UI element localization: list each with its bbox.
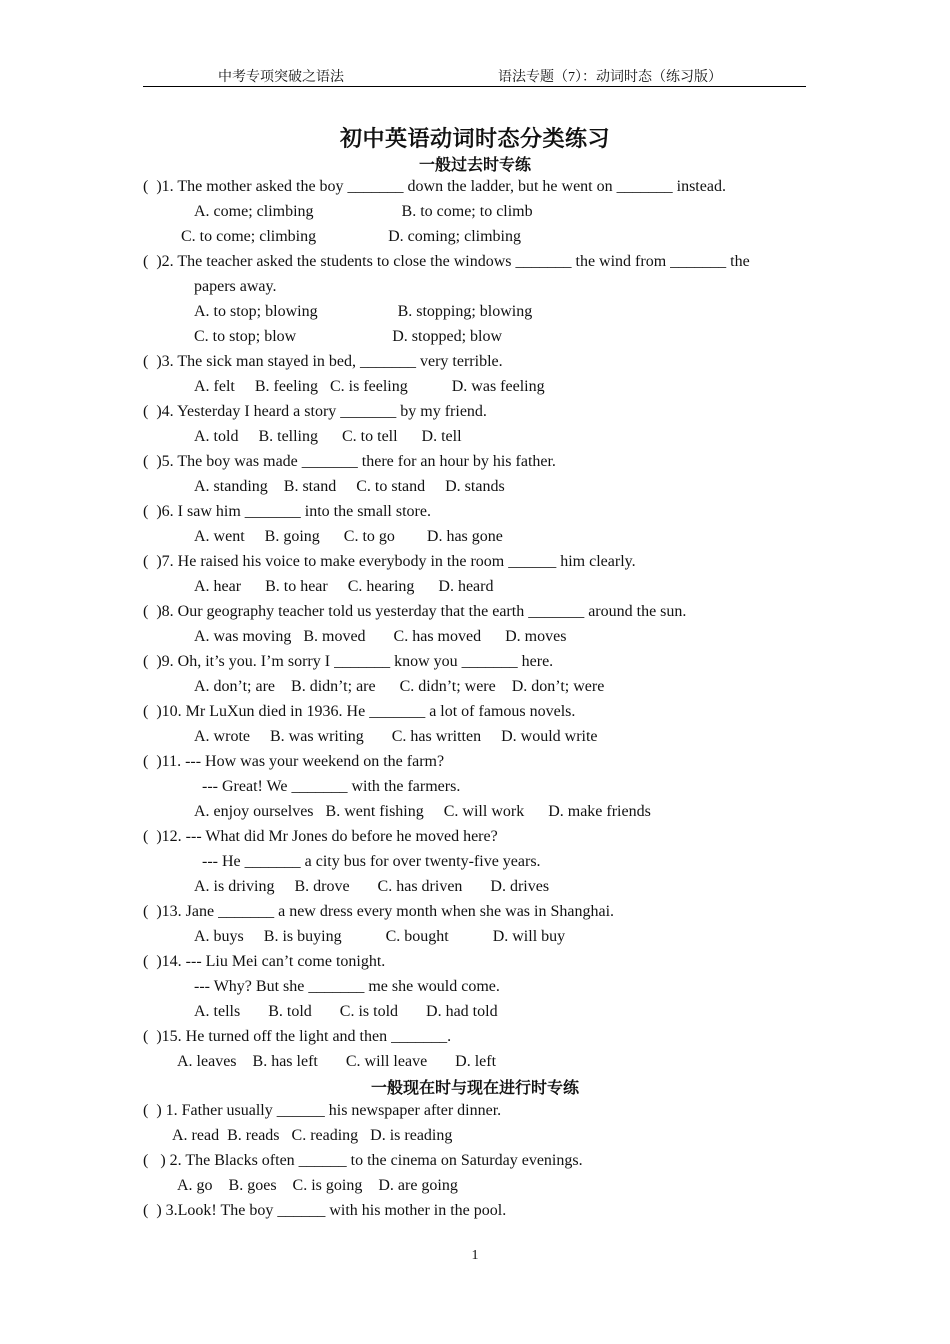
question-line: ( ) 3.Look! The boy ______ with his mother in the pool.	[143, 1202, 507, 1219]
page-number: 1	[471, 1248, 479, 1263]
option-line: A. told B. telling C. to tell D. tell	[194, 428, 462, 445]
section-title-present: 一般现在时与现在进行时专练	[370, 1080, 579, 1097]
question-line: ( )7. He raised his voice to make everybody in the room ______ him clearly.	[143, 553, 636, 570]
option-line: A. don’t; are B. didn’t; are C. didn’t; were D. don’t; were	[194, 678, 605, 695]
option-line: A. felt B. feeling C. is feeling D. was feeling	[194, 378, 545, 395]
question-line: ( )4. Yesterday I heard a story _______ by my friend.	[143, 403, 487, 420]
question-line: ( )9. Oh, it’s you. I’m sorry I _______ know you _______ here.	[143, 653, 554, 670]
dialogue-line: --- He _______ a city bus for over twenty-five years.	[202, 853, 541, 870]
option-line: A. was moving B. moved C. has moved D. moves	[194, 628, 567, 645]
question-line: ( ) 1. Father usually ______ his newspaper after dinner.	[143, 1102, 502, 1119]
option-line: A. standing B. stand C. to stand D. stands	[194, 478, 505, 495]
option-line: A. is driving B. drove C. has driven D. drives	[194, 878, 550, 895]
question-line: ( )15. He turned off the light and then _______.	[143, 1028, 452, 1045]
question-line: ( ) 2. The Blacks often ______ to the cinema on Saturday evenings.	[143, 1152, 583, 1169]
page-header	[143, 66, 806, 87]
option-line: A. go B. goes C. is going D. are going	[177, 1177, 458, 1194]
dialogue-line: --- Great! We _______ with the farmers.	[202, 778, 461, 795]
question-line: ( )14. --- Liu Mei can’t come tonight.	[143, 953, 386, 970]
question-line: papers away.	[194, 278, 277, 295]
option-line: C. to stop; blow D. stopped; blow	[194, 328, 503, 345]
question-line: ( )8. Our geography teacher told us yesterday that the earth _______ around the sun.	[143, 603, 687, 620]
dialogue-line: --- Why? But she _______ me she would come.	[194, 978, 500, 995]
option-line: A. hear B. to hear C. hearing D. heard	[194, 578, 494, 595]
question-line: ( )2. The teacher asked the students to close the windows _______ the wind from _______ the	[143, 253, 750, 270]
option-line: A. tells B. told C. is told D. had told	[194, 1003, 498, 1020]
question-line: ( )5. The boy was made _______ there for an hour by his father.	[143, 453, 556, 470]
question-line: ( )1. The mother asked the boy _______ down the ladder, but he went on _______ instead.	[143, 178, 726, 195]
question-line: ( )10. Mr LuXun died in 1936. He _______ a lot of famous novels.	[143, 703, 576, 720]
option-line: C. to come; climbing D. coming; climbing	[181, 228, 521, 245]
section-title-past: 一般过去时专练	[418, 157, 531, 174]
option-line: A. come; climbing B. to come; to climb	[194, 203, 533, 220]
question-line: ( )13. Jane _______ a new dress every month when she was in Shanghai.	[143, 903, 615, 920]
header-left: 中考专项突破之语法	[218, 70, 344, 85]
header-right: 语法专题（7）：动词时态（练习版）	[498, 70, 722, 85]
question-line: ( )11. --- How was your weekend on the farm?	[143, 753, 445, 770]
option-line: A. read B. reads C. reading D. is reading	[172, 1127, 453, 1144]
option-line: A. enjoy ourselves B. went fishing C. will work D. make friends	[194, 803, 651, 820]
option-line: A. went B. going C. to go D. has gone	[194, 528, 503, 545]
option-line: A. buys B. is buying C. bought D. will buy	[194, 928, 566, 945]
question-line: ( )6. I saw him _______ into the small store.	[143, 503, 431, 520]
option-line: A. to stop; blowing B. stopping; blowing	[194, 303, 533, 320]
option-line: A. leaves B. has left C. will leave D. left	[177, 1053, 497, 1070]
document-title: 初中英语动词时态分类练习	[339, 126, 610, 151]
question-line: ( )12. --- What did Mr Jones do before he moved here?	[143, 828, 498, 845]
question-line: ( )3. The sick man stayed in bed, _______ very terrible.	[143, 353, 503, 370]
option-line: A. wrote B. was writing C. has written D. would write	[194, 728, 598, 745]
